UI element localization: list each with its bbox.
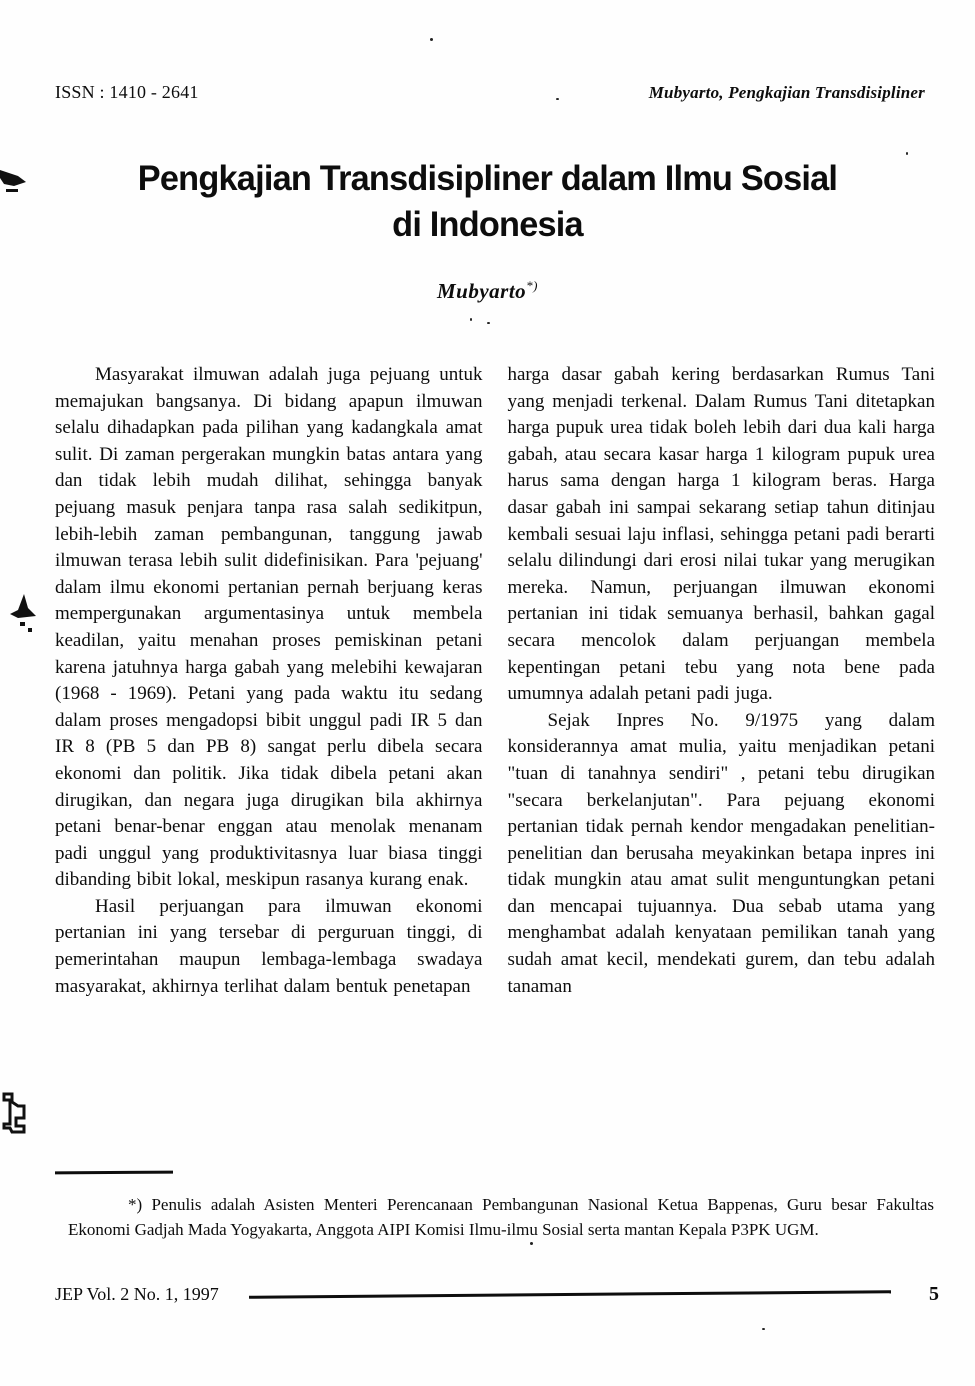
article-title-line2: di Indonesia: [392, 205, 583, 244]
paragraph-1: Masyarakat ilmuwan adalah juga pejuang untuk memajukan bangsanya. Di bidang apapun ilmuwan selalu dihadapkan pada pilihan yang kadangkala amat sulit. Di zaman pergerakan mungkin batas antara yang dan tidak lebih mudah dilihat, sehingga banyak pejuang masuk penjara tanpa rasa salah sedikitpun, lebih-lebih zaman pembangunan, tanggung jawab ilmuwan terasa lebih sulit didefinisikan. Para 'pejuang' dalam ilmu ekonomi pertanian pernah berjuang keras mempergunakan argumentasinya untuk membela keadilan, yaitu menahan proses pemiskinan petani karena jatuhnya harga gabah yang melebihi kewajaran (1968 - 1969). Petani yang pada waktu itu sedang dalam proses mengadopsi bibit unggul padi IR 5 dan IR 8 (PB 5 dan PB 8) sangat perlu dibela secara ekonomi dan politik. Jika tidak dibela petani akan dirugikan, dan negara juga dirugikan bila akhirnya petani benar-benar enggan atau menolak menanam padi unggul yang produktivitasnya luar biasa tinggi dibanding bibit lokal, meskipun rasanya kurang enak.: [55, 364, 483, 891]
author-line: [0, 278, 975, 304]
ink-blemish-icon: [6, 594, 42, 640]
scan-speck: [430, 38, 433, 41]
issn-label: ISSN : 1410 - 2641: [55, 82, 199, 102]
scan-speck: [530, 1242, 533, 1245]
paragraph-2: Hasil perjuangan para ilmuwan ekonomi pertanian ini yang tersebar di perguruan tinggi, di pemerintahan maupun lembaga-lembaga swadaya masyarakat, akhirnya terlihat dalam bentuk penetapan: [55, 895, 483, 997]
left-column: [55, 362, 483, 1000]
scan-speck: [762, 1328, 765, 1330]
scan-speck: [470, 318, 472, 321]
footnote-separator: [55, 1171, 173, 1175]
running-head: Mubyarto, Pengkajian Transdisipliner: [648, 83, 925, 102]
page-footer: [55, 1283, 939, 1306]
body-columns: [55, 362, 935, 1000]
scan-speck: [487, 322, 490, 324]
article-title-line1: Pengkajian Transdisipliner dalam Ilmu Sosial: [137, 159, 838, 198]
scan-speck: [906, 152, 908, 155]
paragraph-4: Sejak Inpres No. 9/1975 yang dalam konsiderannya amat mulia, yaitu menjadikan petani "tuan di tanahnya sendiri" , petani tebu dirugikan "secara berkelanjutan". Para pejuang ekonomi pertanian tidak pernah kendor mengadakan penelitian-penelitian dan berusaha meyakinkan betapa inpres ini tidak mungkin atau amat sulit menguntungkan petani dan mencapai tujuannya. Dua sebab utama yang menghambat adalah kenyataan pemilikan tanah yang sudah amat kecil, mendekati gurem, dan tebu adalah tanaman: [507, 709, 935, 997]
journal-volume-label: JEP Vol. 2 No. 1, 1997: [55, 1284, 219, 1304]
right-column: [508, 362, 936, 1000]
scan-speck: [556, 98, 559, 100]
page-header: [55, 82, 925, 103]
paragraph-3: harga dasar gabah kering berdasarkan Rumus Tani yang menjadi terkenal. Dalam Rumus Tani ditetapkan harga pupuk urea tidak boleh lebih dari dua kali harga gabah, atau secara kasar harga 1 kilogram pupuk urea harus sama dengan harga 1 kilogram beras. Harga dasar gabah ini sampai sekarang setiap tahun ditinjau kembali sesuai laju inflasi, sehingga petani padi berarti selalu dilindungi dari erosi nilai tukar yang merugikan mereka. Namun, perjuangan ilmuwan ekonomi pertanian ini tidak semuanya berhasil, bahkan gagal secara mencolok dalam perjuangan membela kepentingan petani tebu yang nota bene pada umumnya adalah petani padi juga.: [507, 364, 935, 705]
ink-blemish-icon: [2, 1088, 42, 1140]
page-number: 5: [929, 1283, 939, 1305]
article-title: [10, 156, 966, 248]
author-name: Mubyarto: [436, 279, 527, 303]
author-footnote-marker: *): [526, 278, 539, 293]
footnote-text: *) Penulis adalah Asisten Menteri Perencanaan Pembangunan Nasional Ketua Bappenas, Guru besar Fakultas Ekonomi Gadjah Mada Yogyakarta, Anggota AIPI Komisi Ilmu-ilmu Sosial serta mantan Kepala P3PK UGM.: [68, 1195, 934, 1239]
footer-rule: [249, 1290, 891, 1298]
